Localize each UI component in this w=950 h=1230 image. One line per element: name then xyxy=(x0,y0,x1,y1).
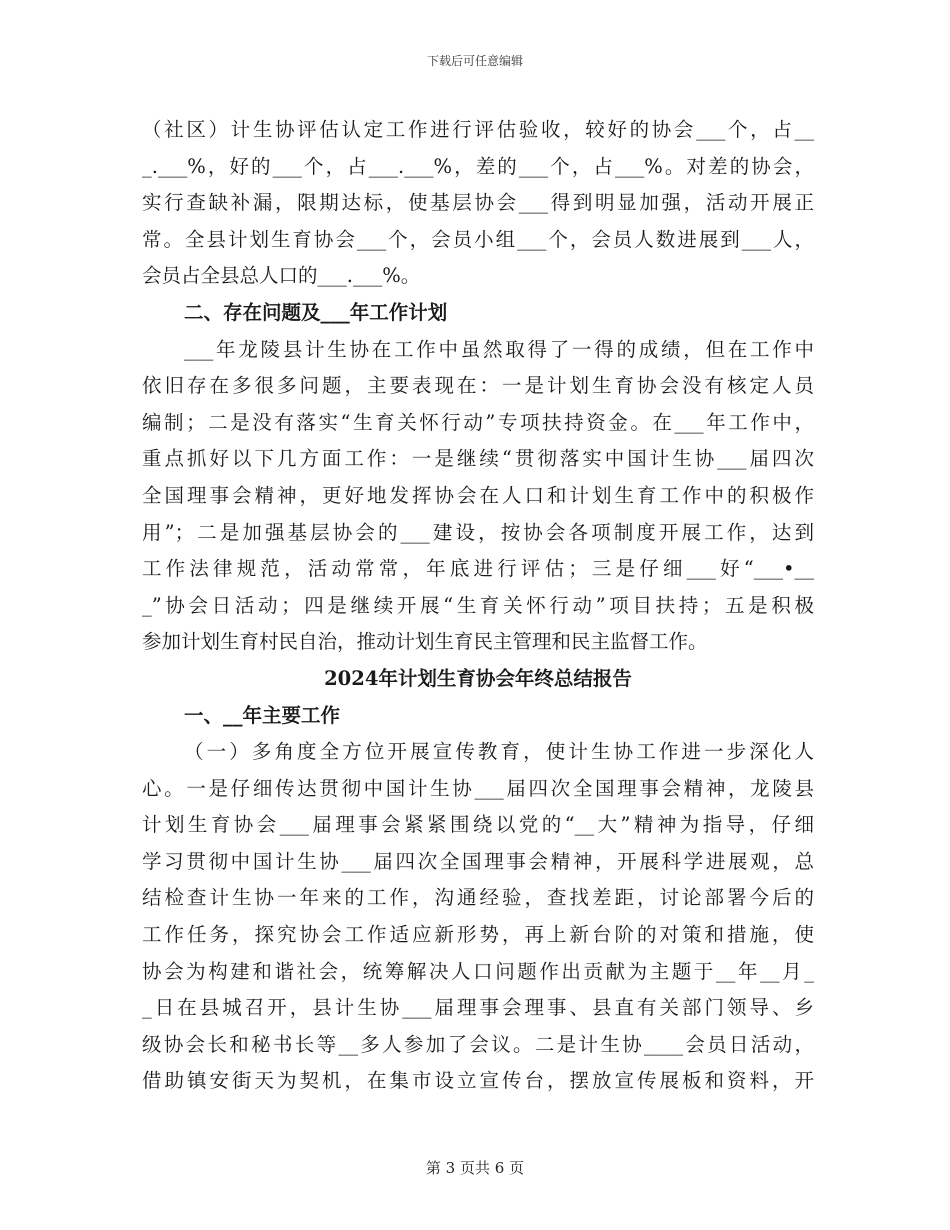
text-line: 工作法律规范，活动常常，年底进行评估；三是仔细___好“___•__ xyxy=(142,557,814,581)
text-line: 心。一是仔细传达贯彻中国计生协___届四次全国理事会精神，龙陵县 xyxy=(142,776,814,800)
text-line: （一）多角度全方位开展宣传教育，使计生协工作进一步深化人 xyxy=(184,740,814,764)
text-line: _.___%，好的___个，占___.___%，差的___个，占___%。对差的协会， xyxy=(142,154,814,178)
text-line: 用”；二是加强基层协会的___建设，按协会各项制度开展工作，达到 xyxy=(142,520,814,544)
text-line: 计划生育协会___届理事会紧紧围绕以党的“__大”精神为指导，仔细 xyxy=(142,813,814,837)
text-line: ___年龙陵县计生协在工作中虽然取得了一得的成绩，但在工作中 xyxy=(184,337,814,361)
text-line: 学习贯彻中国计生协___届四次全国理事会精神，开展科学进展观，总 xyxy=(142,849,814,873)
text-line: 级协会长和秘书长等__多人参加了会议。二是计生协____会员日活动， xyxy=(142,1032,814,1056)
text-line: 常。全县计划生育协会___个，会员小组___个，会员人数进展到___人， xyxy=(142,227,814,251)
text-line: 编制；二是没有落实“生育关怀行动”专项扶持资金。在___年工作中， xyxy=(142,410,814,434)
text-line: （社区）计生协评估认定工作进行评估验收，较好的协会___个，占__ xyxy=(142,118,814,141)
text-line: 重点抓好以下几方面工作：一是继续“贯彻落实中国计生协___届四次 xyxy=(142,447,814,471)
text-line: 全国理事会精神，更好地发挥协会在人口和计划生育工作中的积极作 xyxy=(142,483,814,507)
text-line: _”协会日活动；四是继续开展“生育关怀行动”项目扶持；五是积极 xyxy=(142,593,814,617)
page-header: 下载后可任意编辑 xyxy=(426,54,523,68)
page-footer: 第 3 页共 6 页 xyxy=(425,1159,525,1177)
text-line: 依旧存在多很多问题，主要表现在：一是计划生育协会没有核定人员 xyxy=(142,374,814,398)
section-heading: 一、__年主要工作 xyxy=(184,703,341,727)
text-line: 工作任务，探究协会工作适应新形势，再上新台阶的对策和措施，使 xyxy=(142,923,814,947)
text-line: 实行查缺补漏，限期达标，使基层协会___得到明显加强，活动开展正 xyxy=(142,191,814,215)
text-line: 借助镇安街天为契机，在集市设立宣传台，摆放宣传展板和资料，开 xyxy=(142,1069,814,1093)
document-title: 2024年计划生育协会年终总结报告 xyxy=(324,666,632,690)
section-heading: 二、存在问题及___年工作计划 xyxy=(184,300,448,324)
text-line: 参加计划生育村民自治，推动计划生育民主管理和民主监督工作。 xyxy=(142,630,708,654)
text-line: _日在县城召开，县计生协___届理事会理事、县直有关部门领导、乡 xyxy=(142,996,814,1020)
text-line: 会员占全县总人口的___.___%。 xyxy=(142,264,421,288)
document-body xyxy=(142,112,814,1100)
text-line: 结检查计生协一年来的工作，沟通经验，查找差距，讨论部署今后的 xyxy=(142,886,814,910)
text-line: 协会为构建和谐社会，统筹解决人口问题作出贡献为主题于__年__月_ xyxy=(142,959,814,983)
